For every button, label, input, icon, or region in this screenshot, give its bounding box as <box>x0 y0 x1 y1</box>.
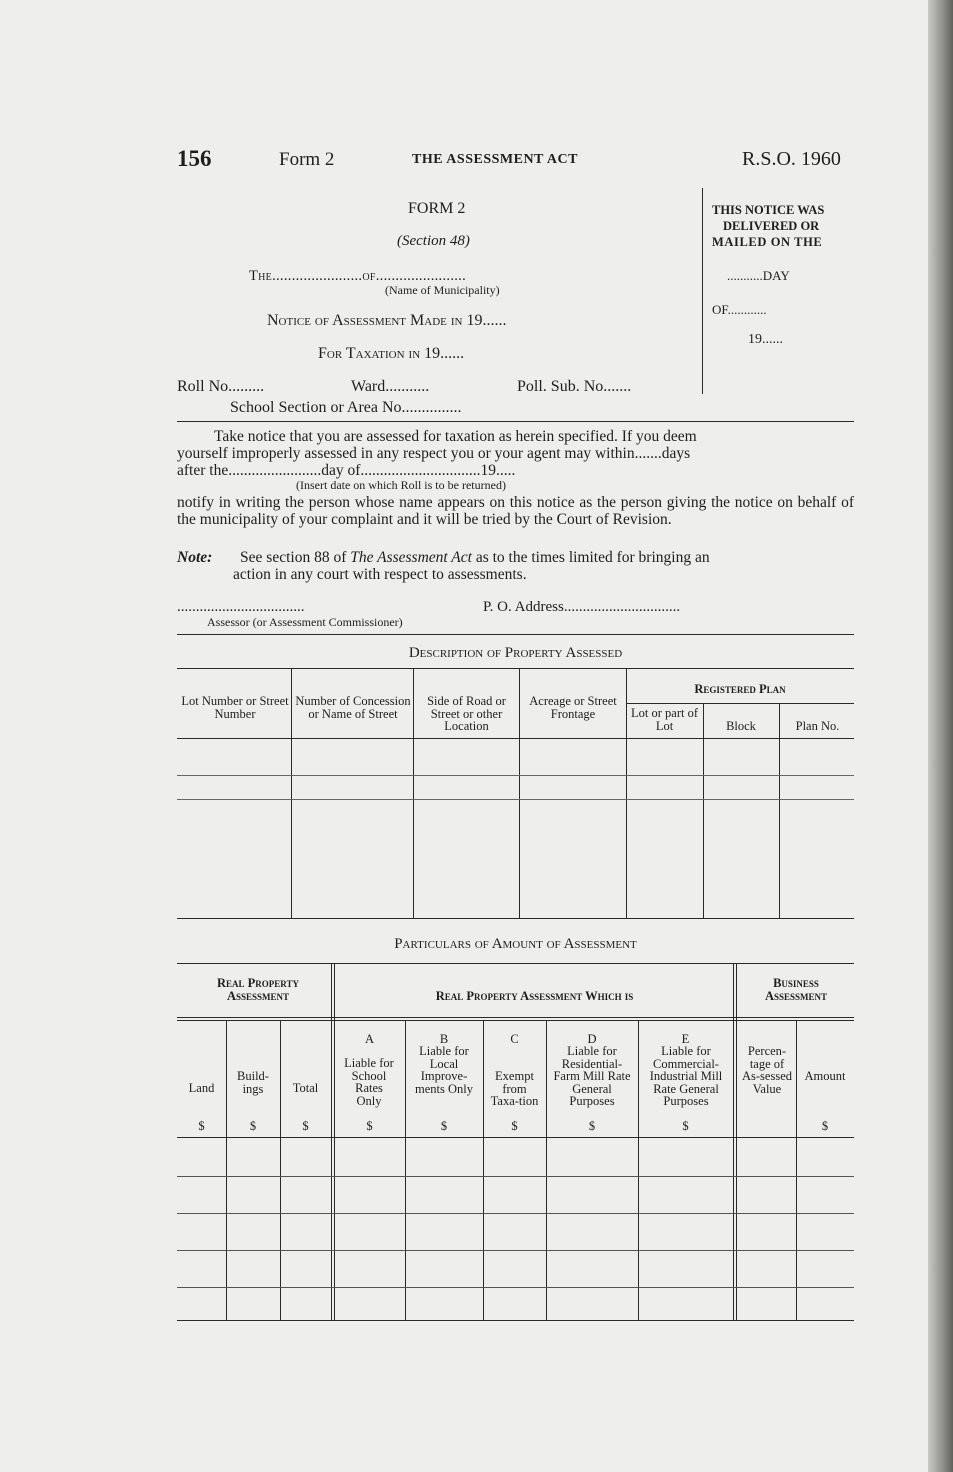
amount-col-sep <box>483 1020 484 1320</box>
property-col-sep <box>413 668 414 918</box>
dollar-sign: $ <box>511 1119 518 1133</box>
col-side-of-road: Side of Road or Street or other Location <box>427 694 506 733</box>
dollar-sign: $ <box>682 1119 689 1133</box>
group-real-property-which-is: Real Property Assessment Which is <box>435 989 634 1003</box>
amount-col-sep <box>226 1020 227 1320</box>
col-d-residential-farm: Liable for Residential-Farm Mill Rate General Purposes <box>553 1044 631 1108</box>
col-b-letter: B <box>439 1032 449 1046</box>
amount-col-sep <box>280 1020 281 1320</box>
group-real-property: Real Property Assessment <box>217 976 299 1003</box>
dollar-sign: $ <box>198 1119 205 1133</box>
col-total: Total <box>292 1081 319 1095</box>
col-c-letter: C <box>510 1032 519 1046</box>
col-d-letter: D <box>587 1032 597 1046</box>
dollar-sign: $ <box>440 1119 448 1133</box>
col-concession: Number of Concession or Name of Street <box>295 694 411 721</box>
property-table-top <box>177 668 854 669</box>
notice-paragraph-2: notify in writing the person whose name appears on this notice as the person giving the notice on behalf of the municipality of your complaint and it will be tried by the Court of Revision. <box>177 494 854 528</box>
school-section: School Section or Area No............... <box>230 399 462 416</box>
delivery-box-line1: THIS NOTICE WAS <box>712 203 825 217</box>
delivery-box-line3: MAILED ON THE <box>712 235 823 249</box>
property-table-bottom <box>177 918 854 919</box>
delivery-box-line2: DELIVERED OR <box>723 219 820 233</box>
property-row-line <box>177 799 854 800</box>
property-col-sep <box>519 668 520 918</box>
notice-made-line: Notice of Assessment Made in 19...... <box>267 312 507 329</box>
amount-row-line <box>177 1213 854 1214</box>
note-act-title: The Assessment Act <box>350 549 472 566</box>
assessor-signature-line: .................................. <box>177 599 305 615</box>
col-lot-or-part: Lot or part of Lot <box>631 706 698 733</box>
divider <box>177 634 854 635</box>
note-label: Note: <box>177 549 213 566</box>
municipality-caption: (Name of Municipality) <box>385 283 500 297</box>
col-land: Land <box>188 1081 215 1095</box>
note-text-2: as to the times limited for bringing an <box>475 549 710 566</box>
property-col-sep <box>626 668 627 918</box>
dollar-sign: $ <box>588 1119 596 1133</box>
book-spine <box>928 0 953 1472</box>
form-reference: Form 2 <box>279 149 335 170</box>
amount-group-rule <box>177 1020 854 1021</box>
col-amount: Amount <box>804 1069 846 1083</box>
notice-line-1: Take notice that you are assessed for taxation as herein specified. If you deem <box>214 428 697 445</box>
dollar-sign: $ <box>366 1119 373 1133</box>
property-row-line <box>177 775 854 776</box>
note <box>177 549 710 567</box>
amount-col-sep <box>405 1020 406 1320</box>
property-col-sep <box>291 668 292 918</box>
col-e-commercial-industrial: Liable for Commercial-Industrial Mill Rate General Purposes <box>649 1044 723 1108</box>
col-lot-number: Lot Number or Street Number <box>181 694 289 721</box>
col-percentage: Percen-tage of As-sessed Value <box>742 1044 792 1096</box>
property-col-sep <box>703 703 704 918</box>
ward: Ward........... <box>351 378 430 395</box>
col-a-school-rates: Liable for School Rates Only <box>344 1056 394 1108</box>
amount-row-line <box>177 1287 854 1288</box>
amount-col-sep <box>796 1020 797 1320</box>
page-number: 156 <box>177 146 212 171</box>
amount-col-sep <box>638 1020 639 1320</box>
delivery-day-line: ...........DAY <box>727 268 790 283</box>
amount-row-line <box>177 1250 854 1251</box>
insert-date-caption: (Insert date on which Roll is to be returned) <box>296 478 506 492</box>
col-b-local-improvements: Liable for Local Improve-ments Only <box>415 1044 473 1096</box>
property-col-sep <box>779 703 780 918</box>
form-title: FORM 2 <box>408 200 466 217</box>
dollar-sign: $ <box>249 1119 257 1133</box>
amount-table-title: Particulars of Amount of Assessment <box>394 936 637 952</box>
col-a-letter: A <box>364 1032 375 1046</box>
statute-reference: R.S.O. 1960 <box>742 148 841 170</box>
col-buildings: Build-ings <box>237 1069 269 1096</box>
roll-number: Roll No......... <box>177 378 265 395</box>
notice-line-2: yourself improperly assessed in any respect you or your agent may within.......days <box>177 445 691 462</box>
note-text-1: See section 88 of <box>240 549 347 566</box>
amount-table-top <box>177 963 854 964</box>
act-title: THE ASSESSMENT ACT <box>412 152 578 167</box>
col-plan-no: Plan No. <box>795 719 840 733</box>
amount-col-sep <box>546 1020 547 1320</box>
delivery-box-divider <box>702 188 703 394</box>
delivery-of-line: OF............ <box>712 302 767 317</box>
registered-plan-header: Registered Plan <box>694 682 786 696</box>
group-business: Business Assessment <box>764 976 828 1003</box>
for-taxation-line: For Taxation in 19...... <box>318 345 465 362</box>
note-line-2: action in any court with respect to assessments. <box>233 566 527 583</box>
amount-table-bottom <box>177 1320 854 1321</box>
delivery-year-line: 19...... <box>748 332 783 347</box>
col-block: Block <box>726 719 756 733</box>
assessor-caption: Assessor (or Assessment Commissioner) <box>207 615 403 629</box>
property-header-bottom <box>177 738 854 739</box>
poll-sub-number: Poll. Sub. No....... <box>517 378 632 395</box>
amount-group-rule <box>177 1017 854 1018</box>
po-address: P. O. Address............................... <box>483 599 681 615</box>
col-e-letter: E <box>681 1032 690 1046</box>
dollar-sign: $ <box>821 1119 829 1133</box>
municipality-line: The.......................of....................... <box>249 268 467 284</box>
col-acreage: Acreage or Street Frontage <box>529 694 617 721</box>
property-table-title: Description of Property Assessed <box>408 645 623 661</box>
divider <box>177 421 854 422</box>
notice-line-3: after the........................day of...............................19..... <box>177 462 516 479</box>
form-section: (Section 48) <box>397 233 470 249</box>
amount-header-bottom <box>177 1137 854 1138</box>
registered-plan-rule <box>626 703 854 704</box>
dollar-sign: $ <box>302 1119 309 1133</box>
col-c-exempt: Exempt from Taxa-tion <box>490 1069 539 1108</box>
amount-row-line <box>177 1176 854 1177</box>
